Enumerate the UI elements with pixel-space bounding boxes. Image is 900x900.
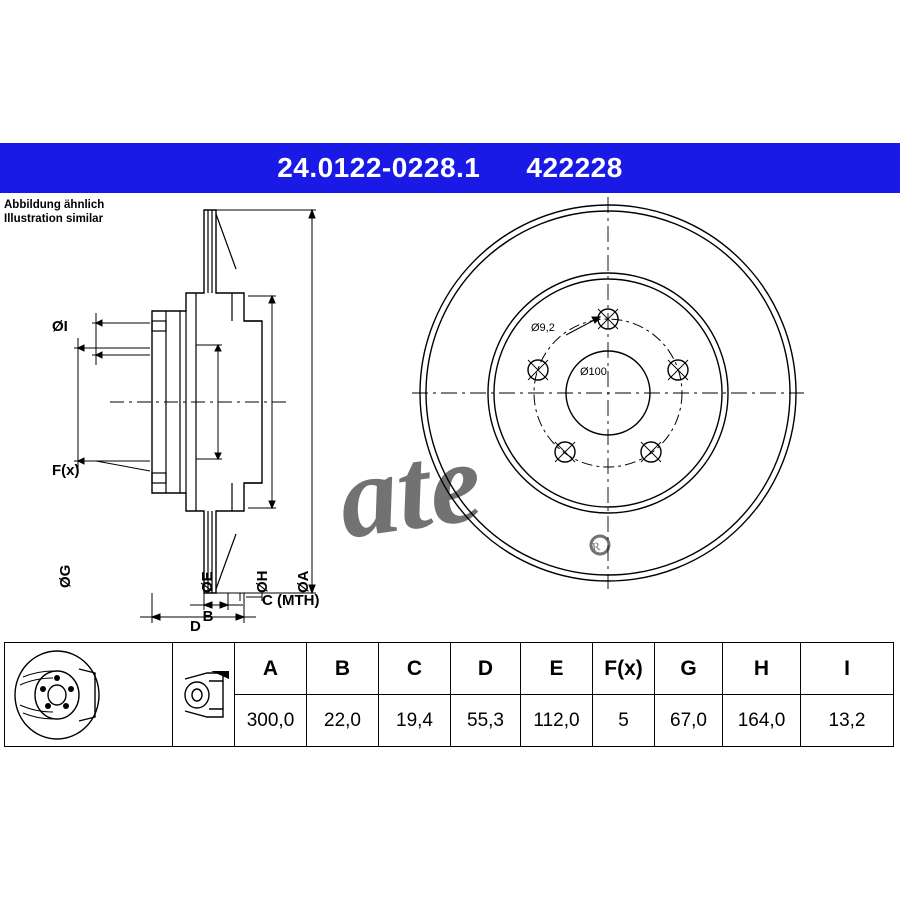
technical-drawing xyxy=(0,193,900,633)
dim-label-c: C (MTH) xyxy=(262,592,320,609)
face-label-pcd: Ø100 xyxy=(580,366,607,378)
dim-label-i: ØI xyxy=(52,318,68,335)
table-col-a xyxy=(235,643,307,746)
table-col-d xyxy=(451,643,521,746)
col-value: 55,3 xyxy=(467,709,504,731)
col-header: C xyxy=(379,643,450,695)
dim-label-f: F(x) xyxy=(52,462,80,479)
col-value: 13,2 xyxy=(828,709,866,731)
col-value: 19,4 xyxy=(396,709,433,731)
table-col-i xyxy=(801,643,893,746)
col-value: 5 xyxy=(618,709,629,731)
col-header: H xyxy=(723,643,800,695)
col-header: B xyxy=(307,643,378,695)
col-header: F(x) xyxy=(593,643,654,695)
col-value: 300,0 xyxy=(246,709,295,731)
col-value: 164,0 xyxy=(737,709,786,731)
dim-label-d: D xyxy=(190,618,201,633)
svg-text:ate: ate xyxy=(330,417,489,564)
table-col-e xyxy=(521,643,593,746)
dim-label-g: ØG xyxy=(57,564,74,588)
note-line-en: Illustration similar xyxy=(4,213,104,225)
col-header: E xyxy=(521,643,592,695)
note-line-de: Abbildung ähnlich xyxy=(4,199,105,211)
col-value: 67,0 xyxy=(670,709,707,731)
col-header: I xyxy=(801,643,893,695)
reference-number: 422228 xyxy=(526,152,623,183)
dim-label-b: B xyxy=(202,608,214,625)
dim-label-h: ØH xyxy=(254,570,271,593)
table-col-c xyxy=(379,643,451,746)
col-header: A xyxy=(235,643,306,695)
col-header: G xyxy=(655,643,722,695)
col-value: 22,0 xyxy=(324,709,361,731)
svg-text:R: R xyxy=(591,539,602,555)
table-col-g xyxy=(655,643,723,746)
part-number: 24.0122-0228.1 xyxy=(277,152,481,183)
brake-disc-icon xyxy=(5,643,173,746)
col-header: D xyxy=(451,643,520,695)
dim-label-e: ØE xyxy=(199,571,216,593)
table-col-fx xyxy=(593,643,655,746)
table-col-b xyxy=(307,643,379,746)
specification-table xyxy=(4,642,894,747)
caliper-measure-icon xyxy=(173,643,235,746)
header-bar xyxy=(0,143,900,193)
face-label-hole-dia: Ø9,2 xyxy=(531,322,555,334)
table-col-h xyxy=(723,643,801,746)
dim-label-a: ØA xyxy=(295,570,312,593)
col-value: 112,0 xyxy=(533,709,580,731)
